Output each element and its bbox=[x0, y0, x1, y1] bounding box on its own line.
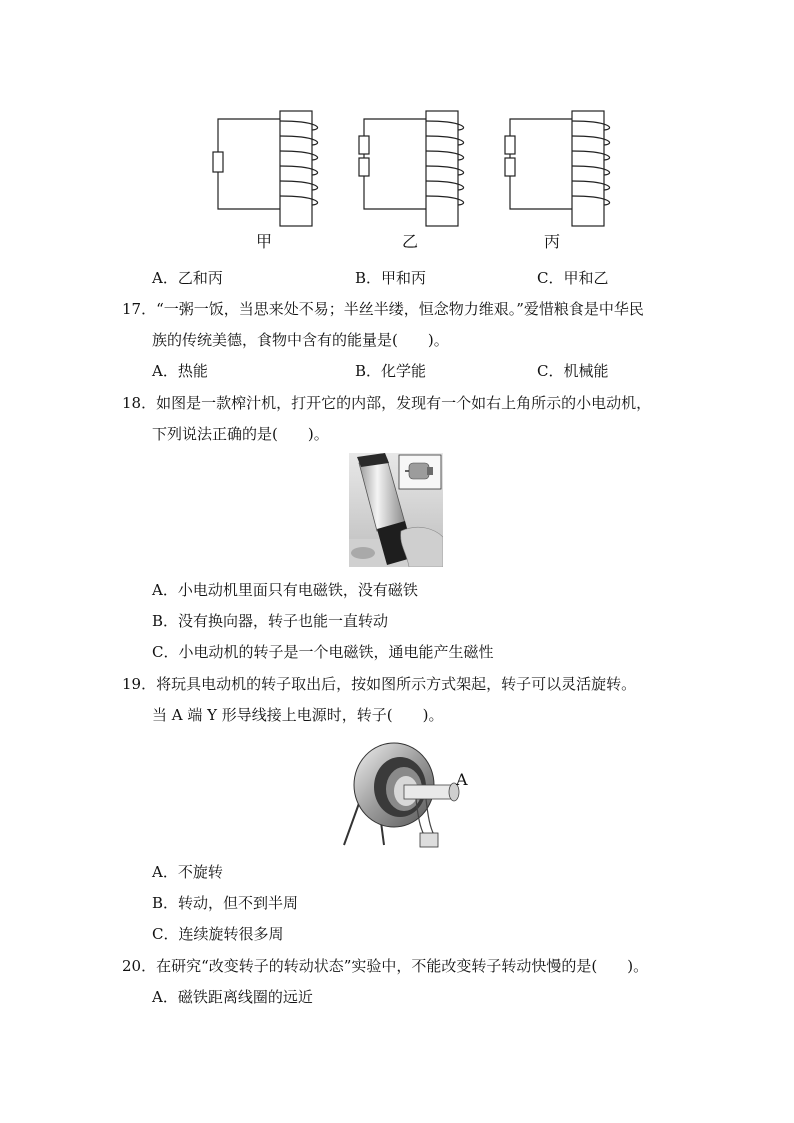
q17-option-b[interactable]: B．化学能 bbox=[355, 362, 427, 380]
wire-bing bbox=[510, 119, 572, 209]
circuit-label-jia: 甲 bbox=[256, 232, 273, 251]
q18-stem-line1: 18．如图是一款榨汁机，打开它的内部，发现有一个如右上角所示的小电动机， bbox=[122, 394, 652, 412]
rotor-end-label: A bbox=[456, 770, 468, 789]
wire-jia bbox=[218, 119, 280, 209]
resistor-bing-1 bbox=[505, 136, 515, 154]
q17-option-a[interactable]: A．热能 bbox=[152, 362, 208, 380]
q19-option-c[interactable]: C．连续旋转很多周 bbox=[152, 925, 284, 943]
circuit-yi bbox=[359, 111, 464, 226]
q19-option-b[interactable]: B．转动，但不到半周 bbox=[152, 894, 299, 912]
circuit-figure bbox=[0, 0, 794, 260]
q19-stem-line1: 19．将玩具电动机的转子取出后，按如图所示方式架起，转子可以灵活旋转。 bbox=[122, 675, 637, 693]
q18-option-b[interactable]: B．没有换向器，转子也能一直转动 bbox=[152, 612, 389, 630]
q17-stem-line1: 17．“一粥一饭，当思来处不易；半丝半缕，恒念物力维艰。”爱惜粮食是中华民 bbox=[122, 300, 644, 318]
q16-option-c[interactable]: C．甲和乙 bbox=[537, 269, 609, 287]
juicer-illustration bbox=[349, 453, 443, 567]
circuit-diagrams bbox=[0, 0, 794, 260]
rotor-photo bbox=[338, 737, 468, 849]
resistor-yi-1 bbox=[359, 136, 369, 154]
resistor-yi-2 bbox=[359, 158, 369, 176]
wire-yi bbox=[364, 119, 426, 209]
circuit-label-bing: 丙 bbox=[544, 232, 561, 251]
circuit-bing bbox=[505, 111, 610, 226]
resistor-bing-2 bbox=[505, 158, 515, 176]
q20-option-a[interactable]: A．磁铁距离线圈的远近 bbox=[152, 988, 313, 1006]
q16-option-a[interactable]: A．乙和丙 bbox=[152, 269, 223, 287]
circuit-jia bbox=[213, 111, 318, 226]
q18-stem-line2: 下列说法正确的是( )。 bbox=[152, 425, 329, 443]
q17-option-c[interactable]: C．机械能 bbox=[537, 362, 609, 380]
q19-stem-line2: 当 A 端 Y 形导线接上电源时，转子( )。 bbox=[152, 706, 444, 724]
rotor-illustration bbox=[338, 737, 468, 849]
q19-option-a[interactable]: A．不旋转 bbox=[152, 863, 223, 881]
q17-stem-line2: 族的传统美德，食物中含有的能量是( )。 bbox=[152, 331, 449, 349]
juicer-photo bbox=[349, 453, 443, 567]
q16-option-b[interactable]: B．甲和丙 bbox=[355, 269, 427, 287]
resistor-jia-1 bbox=[213, 152, 223, 172]
q18-option-c[interactable]: C．小电动机的转子是一个电磁铁，通电能产生磁性 bbox=[152, 643, 494, 661]
q20-stem-line1: 20．在研究“改变转子的转动状态”实验中，不能改变转子转动快慢的是( )。 bbox=[122, 957, 649, 975]
q18-option-a[interactable]: A．小电动机里面只有电磁铁，没有磁铁 bbox=[152, 581, 418, 599]
circuit-label-yi: 乙 bbox=[402, 232, 419, 251]
